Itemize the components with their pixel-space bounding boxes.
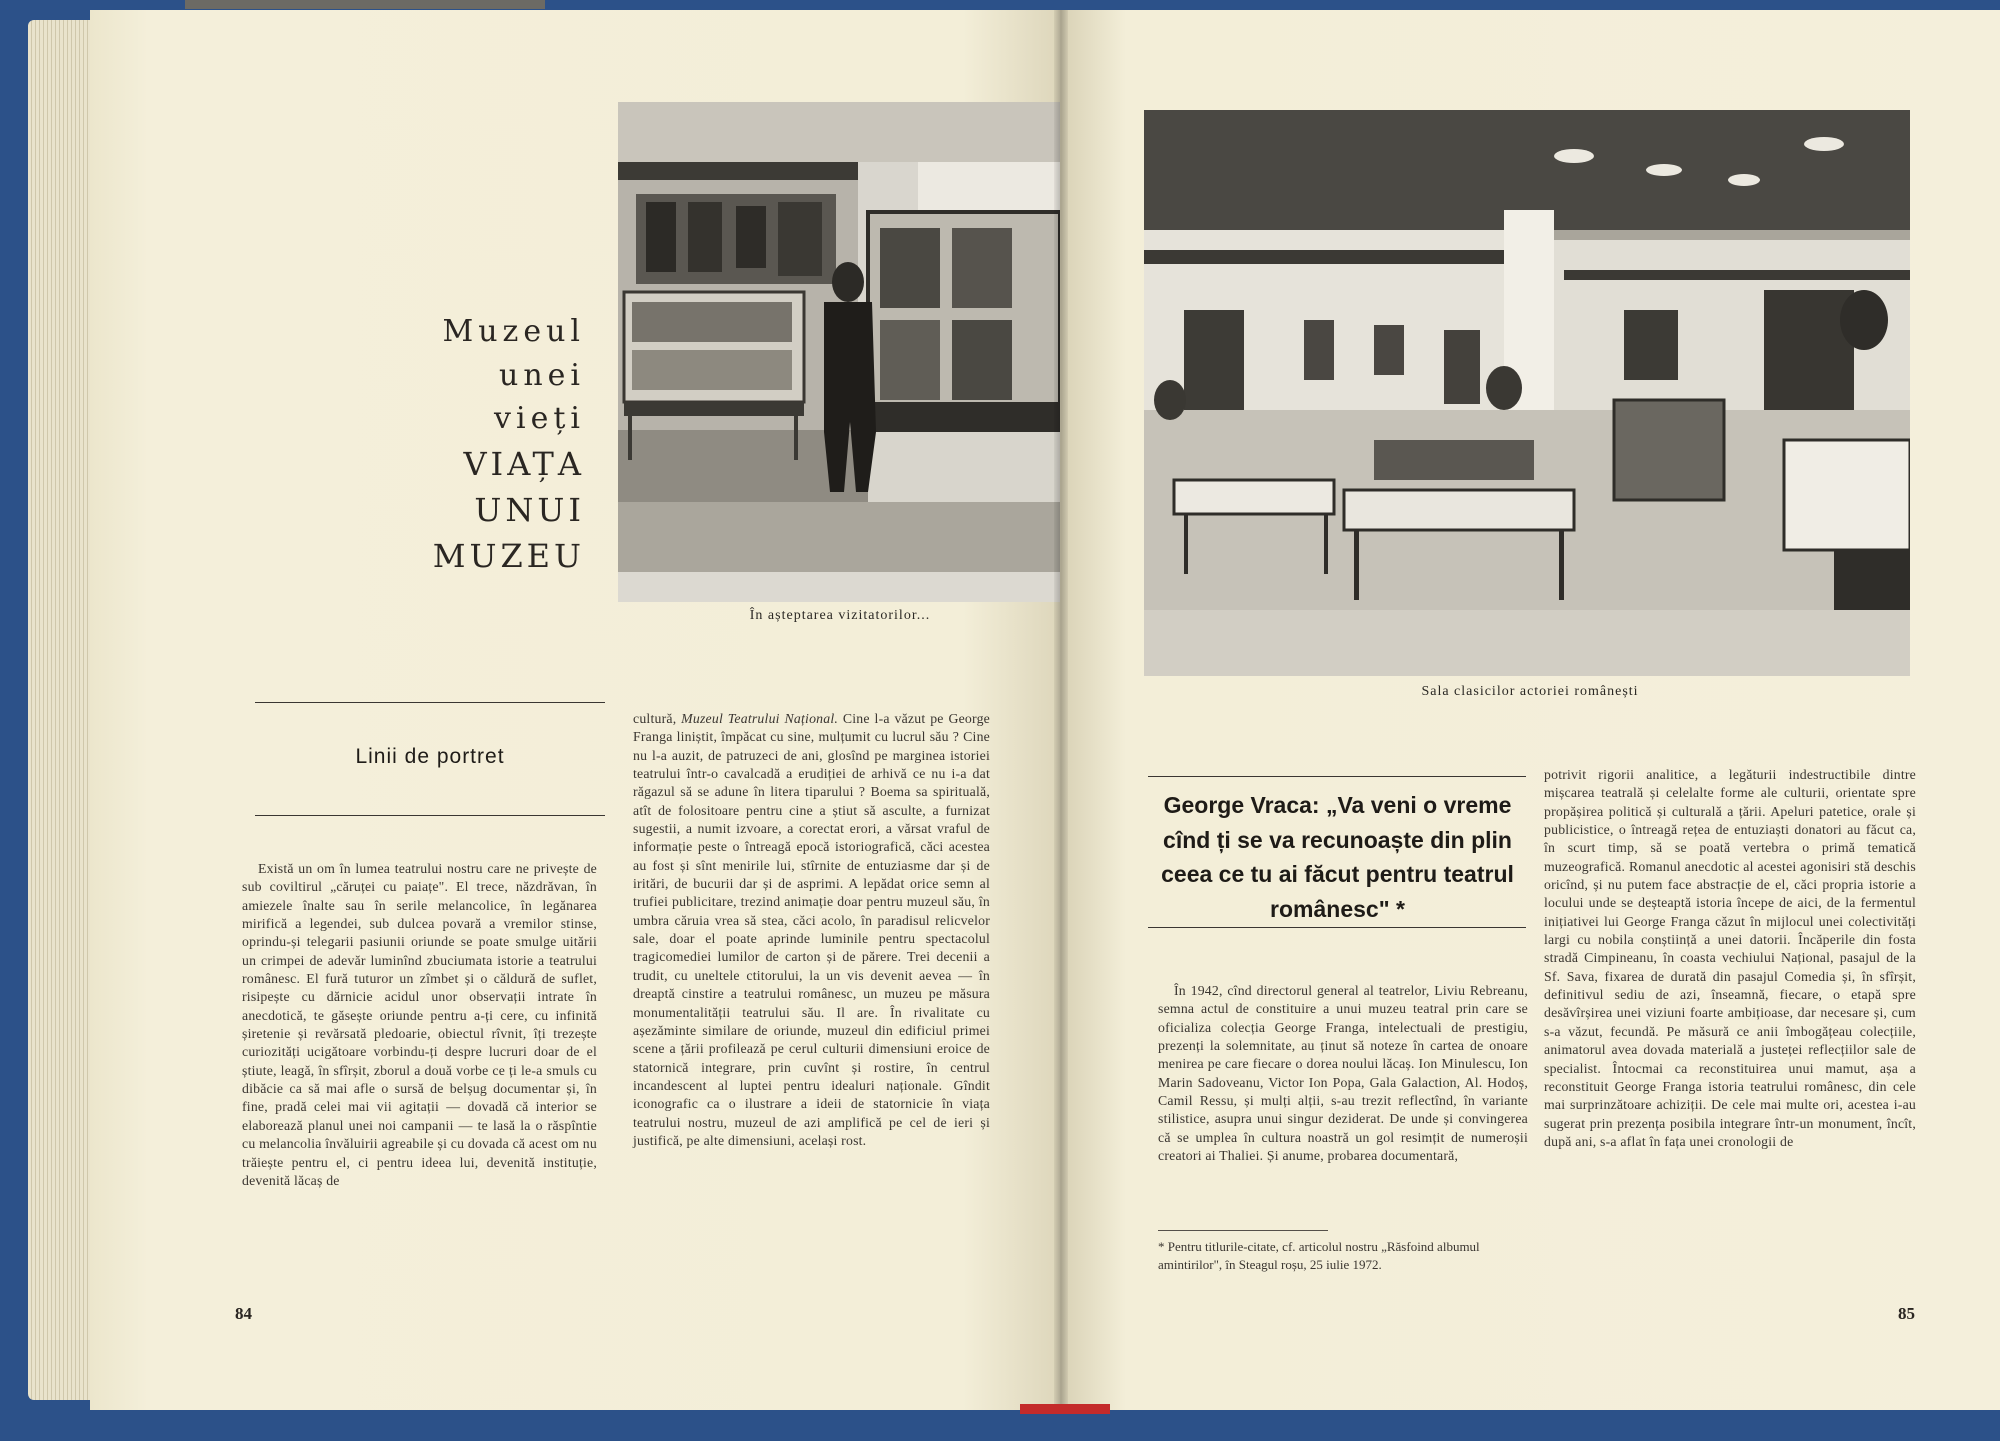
text-column-3 <box>1158 982 1528 1165</box>
quote-rule-top <box>1148 776 1526 777</box>
text-column-1 <box>242 860 597 1190</box>
quote-text: „Va veni o vreme cînd ți se va recunoaște din plin ceea ce tu ai făcut pentru teatrul românesc" * <box>1161 792 1514 922</box>
text-span: cultură, <box>633 711 682 726</box>
text-column-4 <box>1544 766 1916 1151</box>
bookmark-ribbon <box>1020 1404 1110 1414</box>
footnote: * Pentru titlurile-citate, cf. articolul nostru „Răsfoind albumul amintirilor", în Steagul roșu, 25 iulie 1972. <box>1158 1239 1480 1272</box>
photo-caption-left: În așteptarea vizitatorilor... <box>749 608 931 623</box>
page-number-right: 85 <box>1898 1304 1915 1323</box>
left-page <box>90 10 1060 1410</box>
top-strip <box>185 0 545 9</box>
pull-quote <box>1140 788 1535 926</box>
paragraph: În 1942, cînd directorul general al teatrelor, Liviu Rebreanu, semna actul de constituire a unui muzeu teatral prin care se oficializa colecția George Franga, intelectuali de prestigiu, prezenți la solemnitate, au ținut să noteze în cartea de onoare menirea pe care fiecare o dorea noului lăcaș. Ion Minulescu, Ion Marin Sadoveanu, Victor Ion Popa, Gala Galaction, Al. Hodoș, Camil Ressu, și mulți alții, s-au trezit reflectînd, în variante stilistice, asupra unui singur deziderat. De unde și convingerea că se umplea în cultura noastră un gol resimțit de numeroșii creatori ai Thaliei. Și anume, probarea documentară, <box>1158 983 1528 1164</box>
title-line-3: vieți <box>494 401 585 436</box>
page-block-edge <box>28 20 98 1400</box>
subhead-rule-bottom <box>255 815 605 816</box>
museum-photo-left <box>618 102 1060 602</box>
title-line-6: MUZEU <box>432 537 585 576</box>
text-column-2 <box>633 710 990 1150</box>
article-title <box>315 310 585 580</box>
museum-photo-right <box>1144 110 1910 676</box>
museum-name: Muzeul Teatrului Național. <box>681 711 839 726</box>
paragraph: potrivit rigorii analitice, a legăturii indestructibile dintre mișcarea teatrală și celelalte forme ale culturii, orientate spre propășirea politică și culturală a țării. Apeluri patetice, orale și publicistice, o întreagă rețea de entuziaști donatori au făcut ca, în scurt timp, să se poată vertebra o primă tematică muzeografică. Romanul anecdotic al acestei agonisiri stă deschis oricînd, și nu putem face abstracție de el, căci propria istorie a locului unde se deșteaptă istoria începe de aici, de la fermentul inițiativei lui George Franga căzut în mijlocul unei colectivități largi cu nobila conștiință a unei datorii. Încăperile din fosta stradă Cimpineanu, în coasta vechiului Național, pasajul de la Sf. Sava, fixarea de durată din pasajul Comedia și, în sfîrșit, definitivul sediu de azi, înseamnă, fiecare, o etapă spre desăvîrșirea unei viziuni foarte ambițioase, dar necesare și, cum s-a văzut, fecundă. Pe măsură ce anii îmbogățeau colecțiile, animatorul avea dovada materială a justeței reflecțiilor sale de specialist. Întocmai ca reconstituirea unui mamut, așa a reconstituit George Franga istoria teatrului românesc, din cele mai surprinzătoare achiziții. De cele mai multe ori, acestea i-au sugerat prin prezența posibila integrare într-un monument, încît, după ani, s-a aflat în fața unei cronologii de <box>1544 767 1916 1149</box>
photo-caption-right: Sala clasicilor actoriei românești <box>1421 684 1639 699</box>
title-line-5: UNUI <box>474 490 585 529</box>
paragraph: Există un om în lumea teatrului nostru care ne privește de sub coviltirul „căruței cu paiațe". El trece, năzdrăvan, în amiezele înalte sau în serile melancolice, în legănarea mirifică a legendei, sub dulcea povară a vremilor stinse, oprindu-și telegarii pasiunii oriunde se poate smulge uitării un crimpei de adevăr luminînd zbuciumata istorie a teatrului românesc. El fură tuturor un zîmbet și o căldură de suflet, risipește cu dărnicie acidul unor observații intrate în anecdotică, te găsește oriunde pentru a-ți cere, cu infinită șiretenie și revărsată pledoarie, obiectul rîvnit, îți trezește curiozități ucigătoare vorbindu-ți despre lucruri doar de el știute, leagă, în sfîrșit, zborul a două vorbe ce ți le-a smuls cu dibăcie ca să mai afle o sursă de belșug documentar și, în fine, pradă celei mai vii agitații — dovadă că interior se elaborează planul unei noi campanii — te lasă la o răspîntie cu melancolia învăluirii agreabile și cu dovada că acest om nu trăiește pentru el, ci pentru ideea lui, devenită instituție, devenită lăcaș de <box>242 861 597 1188</box>
subhead-rule-top <box>255 702 605 703</box>
paragraph <box>633 710 990 1150</box>
title-line-1: Muzeul <box>442 314 585 349</box>
page-number-left: 84 <box>235 1304 252 1323</box>
book-gutter <box>1054 10 1068 1410</box>
section-subhead: Linii de portret <box>355 745 505 768</box>
footnote-rule <box>1158 1230 1328 1231</box>
quote-author: George Vraca: <box>1163 792 1320 818</box>
text-span: Cine l-a văzut pe George Franga liniștit, împăcat cu sine, mulțumit cu lucrul său ? Cine nu l-a auzit, de patruzeci de ani, glosînd pe marginea istoriei teatrului într-o cavalcadă a erudiției de arhivă ce nu i-a dat răgazul să se adune în litera tiparului ? Boema sa spirituală, atît de folositoare pentru cine a știut să asculte, a furnizat sugestii, a numit izvoare, a corectat erori, a vărsat vraful de informație peste o întreagă epocă istoriografică, căci acestea au fost și sînt menirile lui, stîrnite de entuziasme dar și de iritări, de bucurii dar și de asprimi. A lepădat orice semn al trufiei publicitare, trezind animație doar pentru muzeul său, în umbra căruia vrea să stea, căci acolo, în paradisul relicvelor sale, doar el poate aprinde luminile pentru spectacolul tragicomediei lumilor de carton și de părere. Trei decenii a trudit, cu uneltele ctitorului, la un vis devenit aevea — în dreaptă cinstire a teatrului românesc, un muzeu pe măsura monumentalității teatrului său. Il are. În rivalitate cu așezăminte similare de oriunde, muzeul din edificiul primei scene a țării profilează pe cerul culturii dimensiuni eroice de statornică integrare, prin cuvînt și rostire, în centrul incandescent al luptei pentru idealuri naționale. Gîndit iconografic ca o ilustrare a ideii de statornicie în viața teatrului nostru, muzeul de azi amplifică pe cel de ieri și justifică, pe alte dimensiuni, același rost. <box>633 711 990 1148</box>
title-line-2: unei <box>499 357 585 393</box>
right-page <box>1060 10 2000 1410</box>
title-line-4: VIAȚA <box>463 444 585 483</box>
quote-rule-bottom <box>1148 927 1526 928</box>
